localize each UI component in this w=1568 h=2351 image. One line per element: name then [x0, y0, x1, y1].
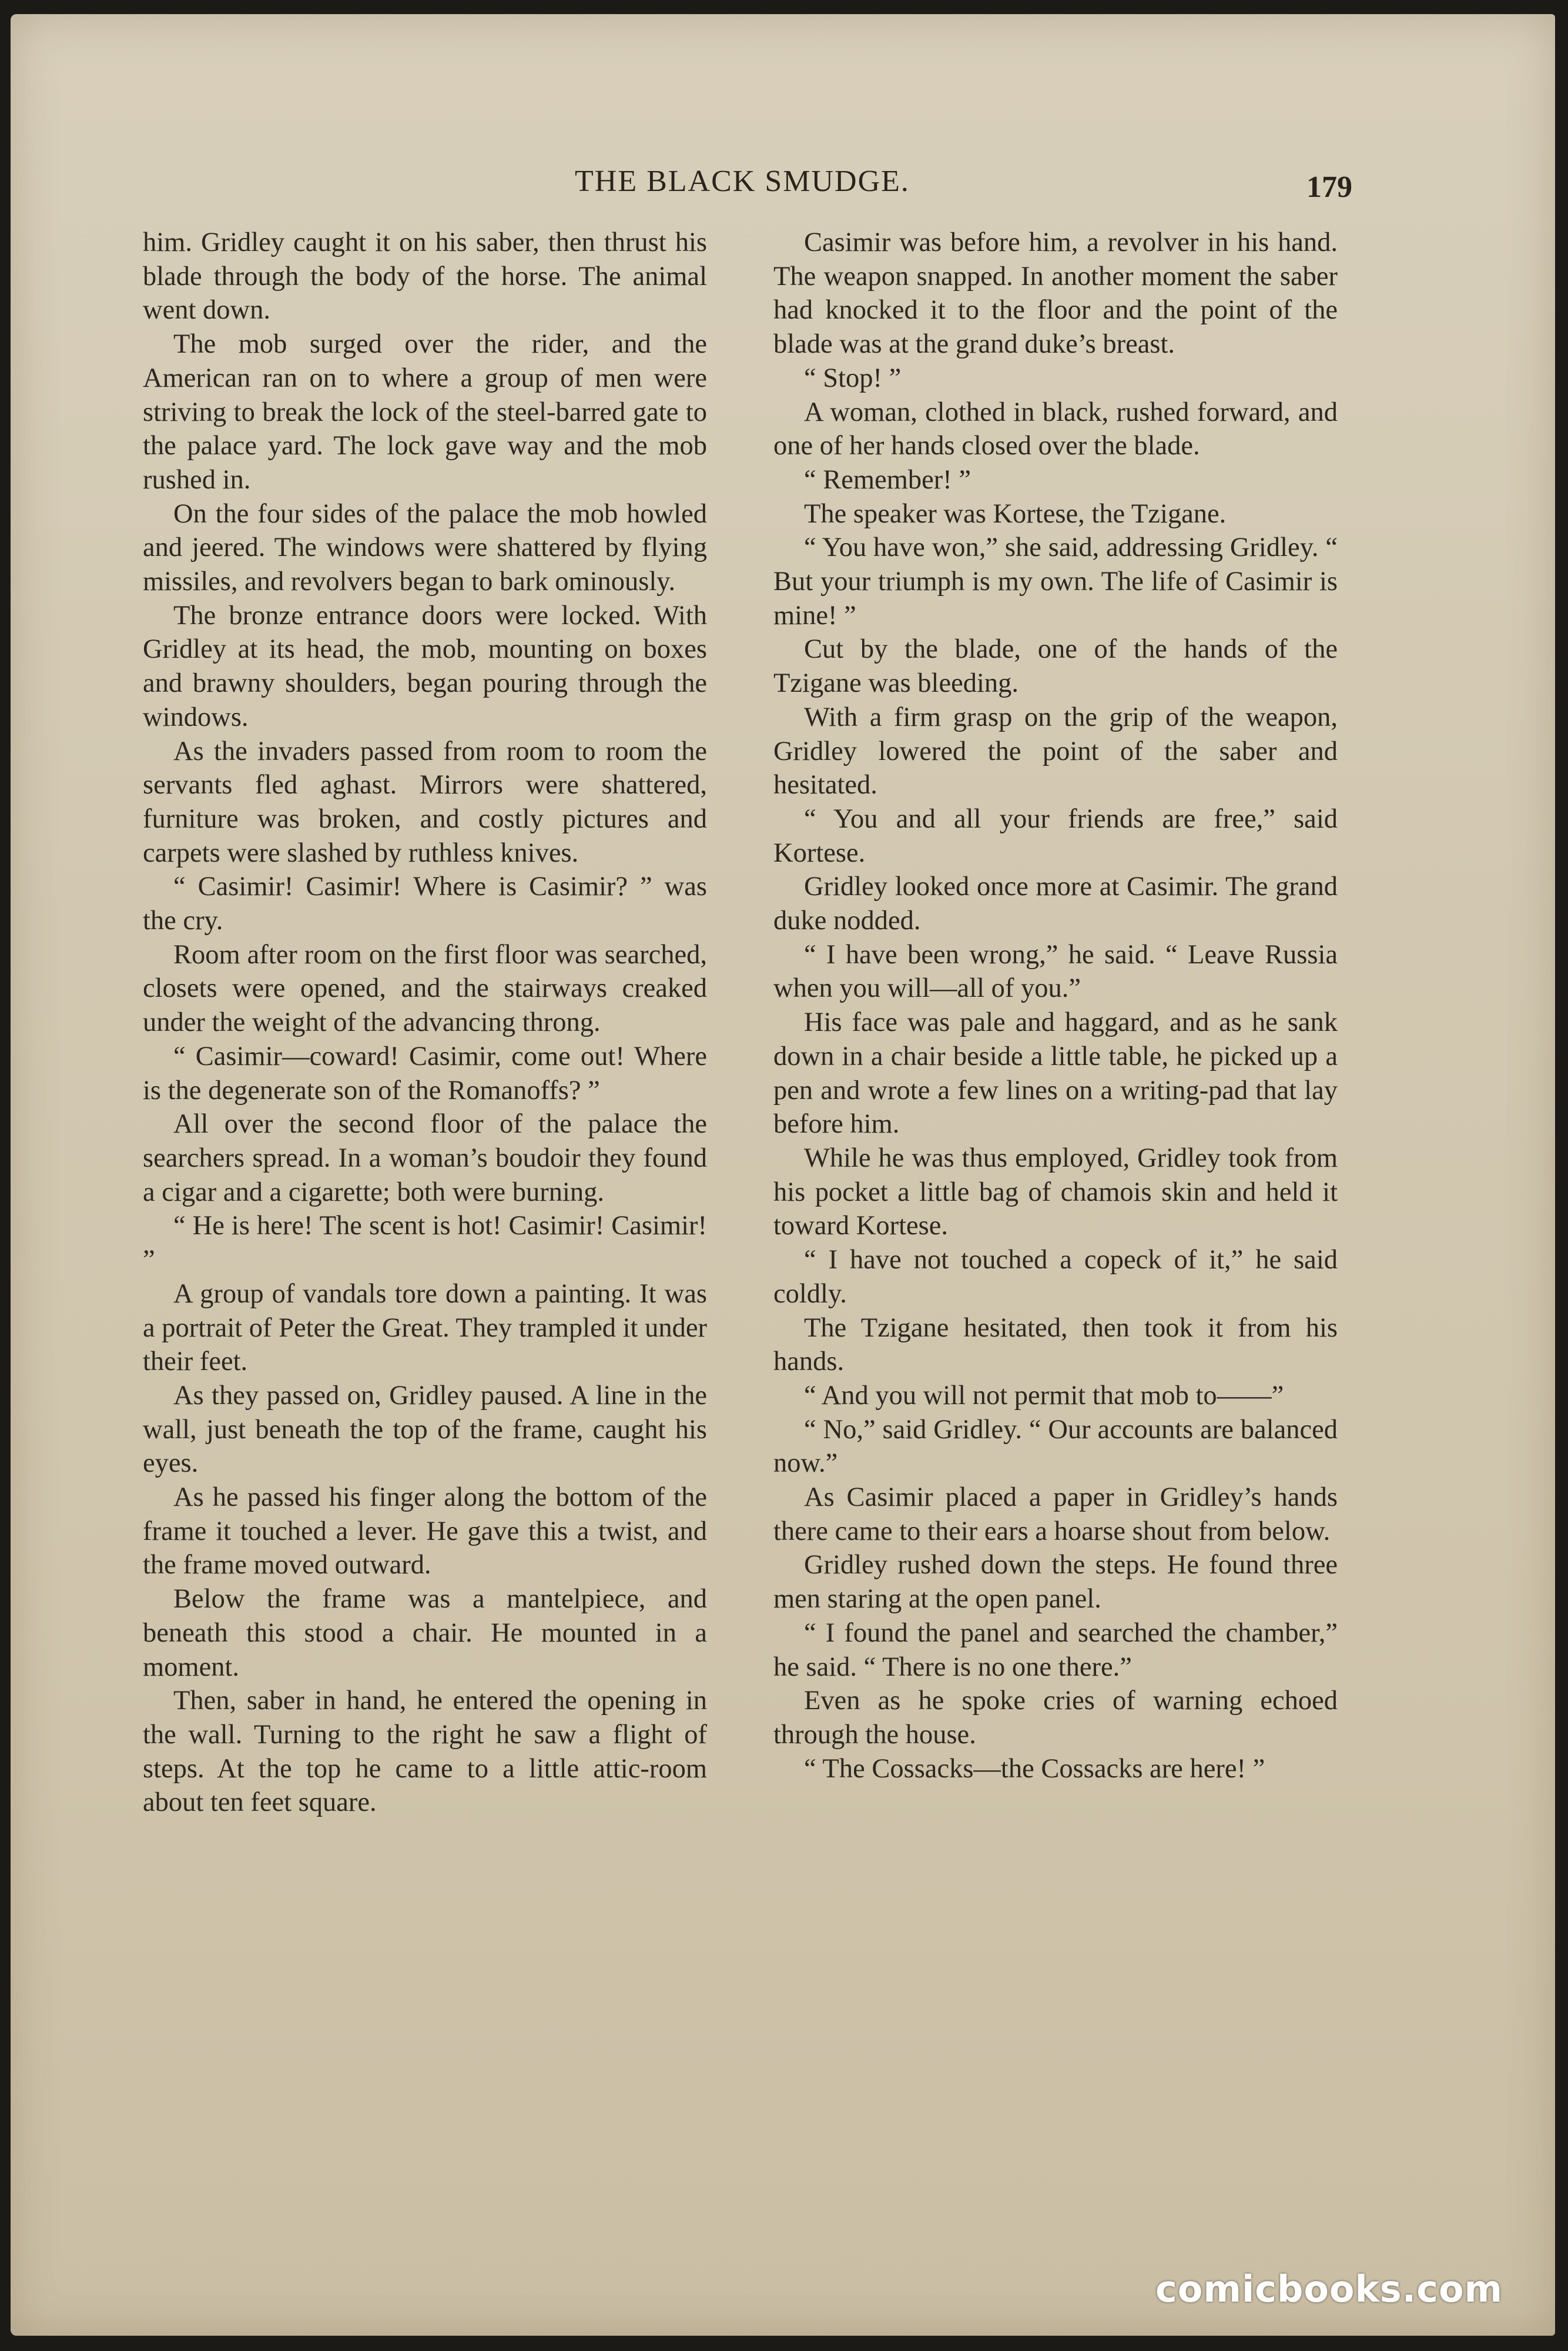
- paragraph: “ No,” said Gridley. “ Our accounts are balanced now.”: [773, 1414, 1338, 1479]
- paragraph: “ I have not touched a copeck of it,” he said coldly.: [773, 1245, 1338, 1309]
- running-title: THE BLACK SMUDGE.: [575, 165, 910, 198]
- paragraph: “ Casimir—coward! Casimir, come out! Where is the degenerate son of the Romanoffs? ”: [143, 1041, 707, 1106]
- page-number: 179: [1306, 170, 1352, 204]
- paragraph: Then, saber in hand, he entered the opening in the wall. Turning to the right he saw a flight of steps. At the top he came to a little attic-room about ten feet square.: [143, 1686, 707, 1818]
- paragraph: “ The Cossacks—the Cossacks are here! ”: [804, 1753, 1265, 1784]
- paragraph: Gridley rushed down the steps. He found three men staring at the open panel.: [773, 1550, 1338, 1615]
- left-text-column: [143, 226, 707, 1820]
- paragraph: Below the frame was a mantelpiece, and beneath this stood a chair. He mounted in a moment.: [143, 1584, 707, 1682]
- paragraph: A group of vandals tore down a painting. It was a portrait of Peter the Great. They trampled it under their feet.: [143, 1278, 707, 1377]
- paragraph: Room after room on the first floor was searched, closets were opened, and the stairways creaked under the weight of the advancing throng.: [143, 939, 707, 1038]
- paragraph: The speaker was Kortese, the Tzigane.: [804, 498, 1227, 529]
- page-header: [11, 164, 1555, 211]
- paragraph: “ And you will not permit that mob to——”: [804, 1380, 1284, 1411]
- paragraph: His face was pale and haggard, and as he sank down in a chair beside a little table, he picked up a pen and wrote a few lines on a writing-pad that lay before him.: [773, 1007, 1338, 1140]
- watermark: comicbooks.com: [1155, 2268, 1503, 2310]
- paragraph: “ I found the panel and searched the chamber,” he said. “ There is no one there.”: [773, 1617, 1338, 1682]
- paragraph: With a firm grasp on the grip of the weapon, Gridley lowered the point of the saber and hesitated.: [773, 702, 1338, 801]
- paragraph: Cut by the blade, one of the hands of the Tzigane was bleeding.: [773, 634, 1338, 699]
- paragraph: The mob surged over the rider, and the American ran on to where a group of men were striving to break the lock of the steel-barred gate to the palace yard. The lock gave way and the mob rushed in.: [143, 329, 707, 495]
- paragraph: A woman, clothed in black, rushed forward, and one of her hands closed over the blade.: [773, 397, 1338, 461]
- paragraph: Gridley looked once more at Casimir. The grand duke nodded.: [773, 872, 1338, 936]
- paragraph: As Casimir placed a paper in Gridley’s hands there came to their ears a hoarse shout from below.: [773, 1482, 1338, 1546]
- paragraph: “ You and all your friends are free,” said Kortese.: [773, 803, 1338, 868]
- paragraph: “ You have won,” she said, addressing Gridley. “ But your triumph is my own. The life of Casimir is mine! ”: [773, 533, 1338, 631]
- magazine-page: [11, 14, 1555, 2336]
- paragraph: “ Remember! ”: [804, 464, 971, 495]
- paragraph: “ I have been wrong,” he said. “ Leave Russia when you will—all of you.”: [773, 939, 1338, 1004]
- paragraph: All over the second floor of the palace the searchers spread. In a woman’s boudoir they found a cigar and a cigarette; both were burning.: [143, 1109, 707, 1207]
- paragraph: The Tzigane hesitated, then took it from his hands.: [773, 1312, 1338, 1377]
- paragraph: The bronze entrance doors were locked. With Gridley at its head, the mob, mounting on boxes and brawny shoulders, began pouring through the windows.: [143, 600, 707, 732]
- paragraph: “ He is here! The scent is hot! Casimir! Casimir! ”: [143, 1211, 707, 1275]
- paragraph: As they passed on, Gridley paused. A line in the wall, just beneath the top of the frame, caught his eyes.: [143, 1380, 707, 1479]
- paragraph: “ Casimir! Casimir! Where is Casimir? ” was the cry.: [143, 872, 707, 936]
- paragraph: him. Gridley caught it on his saber, then thrust his blade through the body of the horse. The animal went down.: [143, 227, 707, 326]
- paragraph: On the four sides of the palace the mob howled and jeered. The windows were shattered by flying missiles, and revolvers began to bark ominously.: [143, 498, 707, 597]
- paragraph: Even as he spoke cries of warning echoed through the house.: [773, 1686, 1338, 1750]
- paragraph: As the invaders passed from room to room the servants fled aghast. Mirrors were shattered, furniture was broken, and costly pictures and carpets were slashed by ruthless knives.: [143, 736, 707, 868]
- right-text-column: [773, 226, 1338, 1786]
- paragraph: As he passed his finger along the bottom of the frame it touched a lever. He gave this a twist, and the frame moved outward.: [143, 1482, 707, 1580]
- paragraph: Casimir was before him, a revolver in his hand. The weapon snapped. In another moment the saber had knocked it to the floor and the point of the blade was at the grand duke’s breast.: [773, 227, 1338, 360]
- paragraph: While he was thus employed, Gridley took from his pocket a little bag of chamois skin and held it toward Kortese.: [773, 1143, 1338, 1241]
- paragraph: “ Stop! ”: [804, 363, 902, 393]
